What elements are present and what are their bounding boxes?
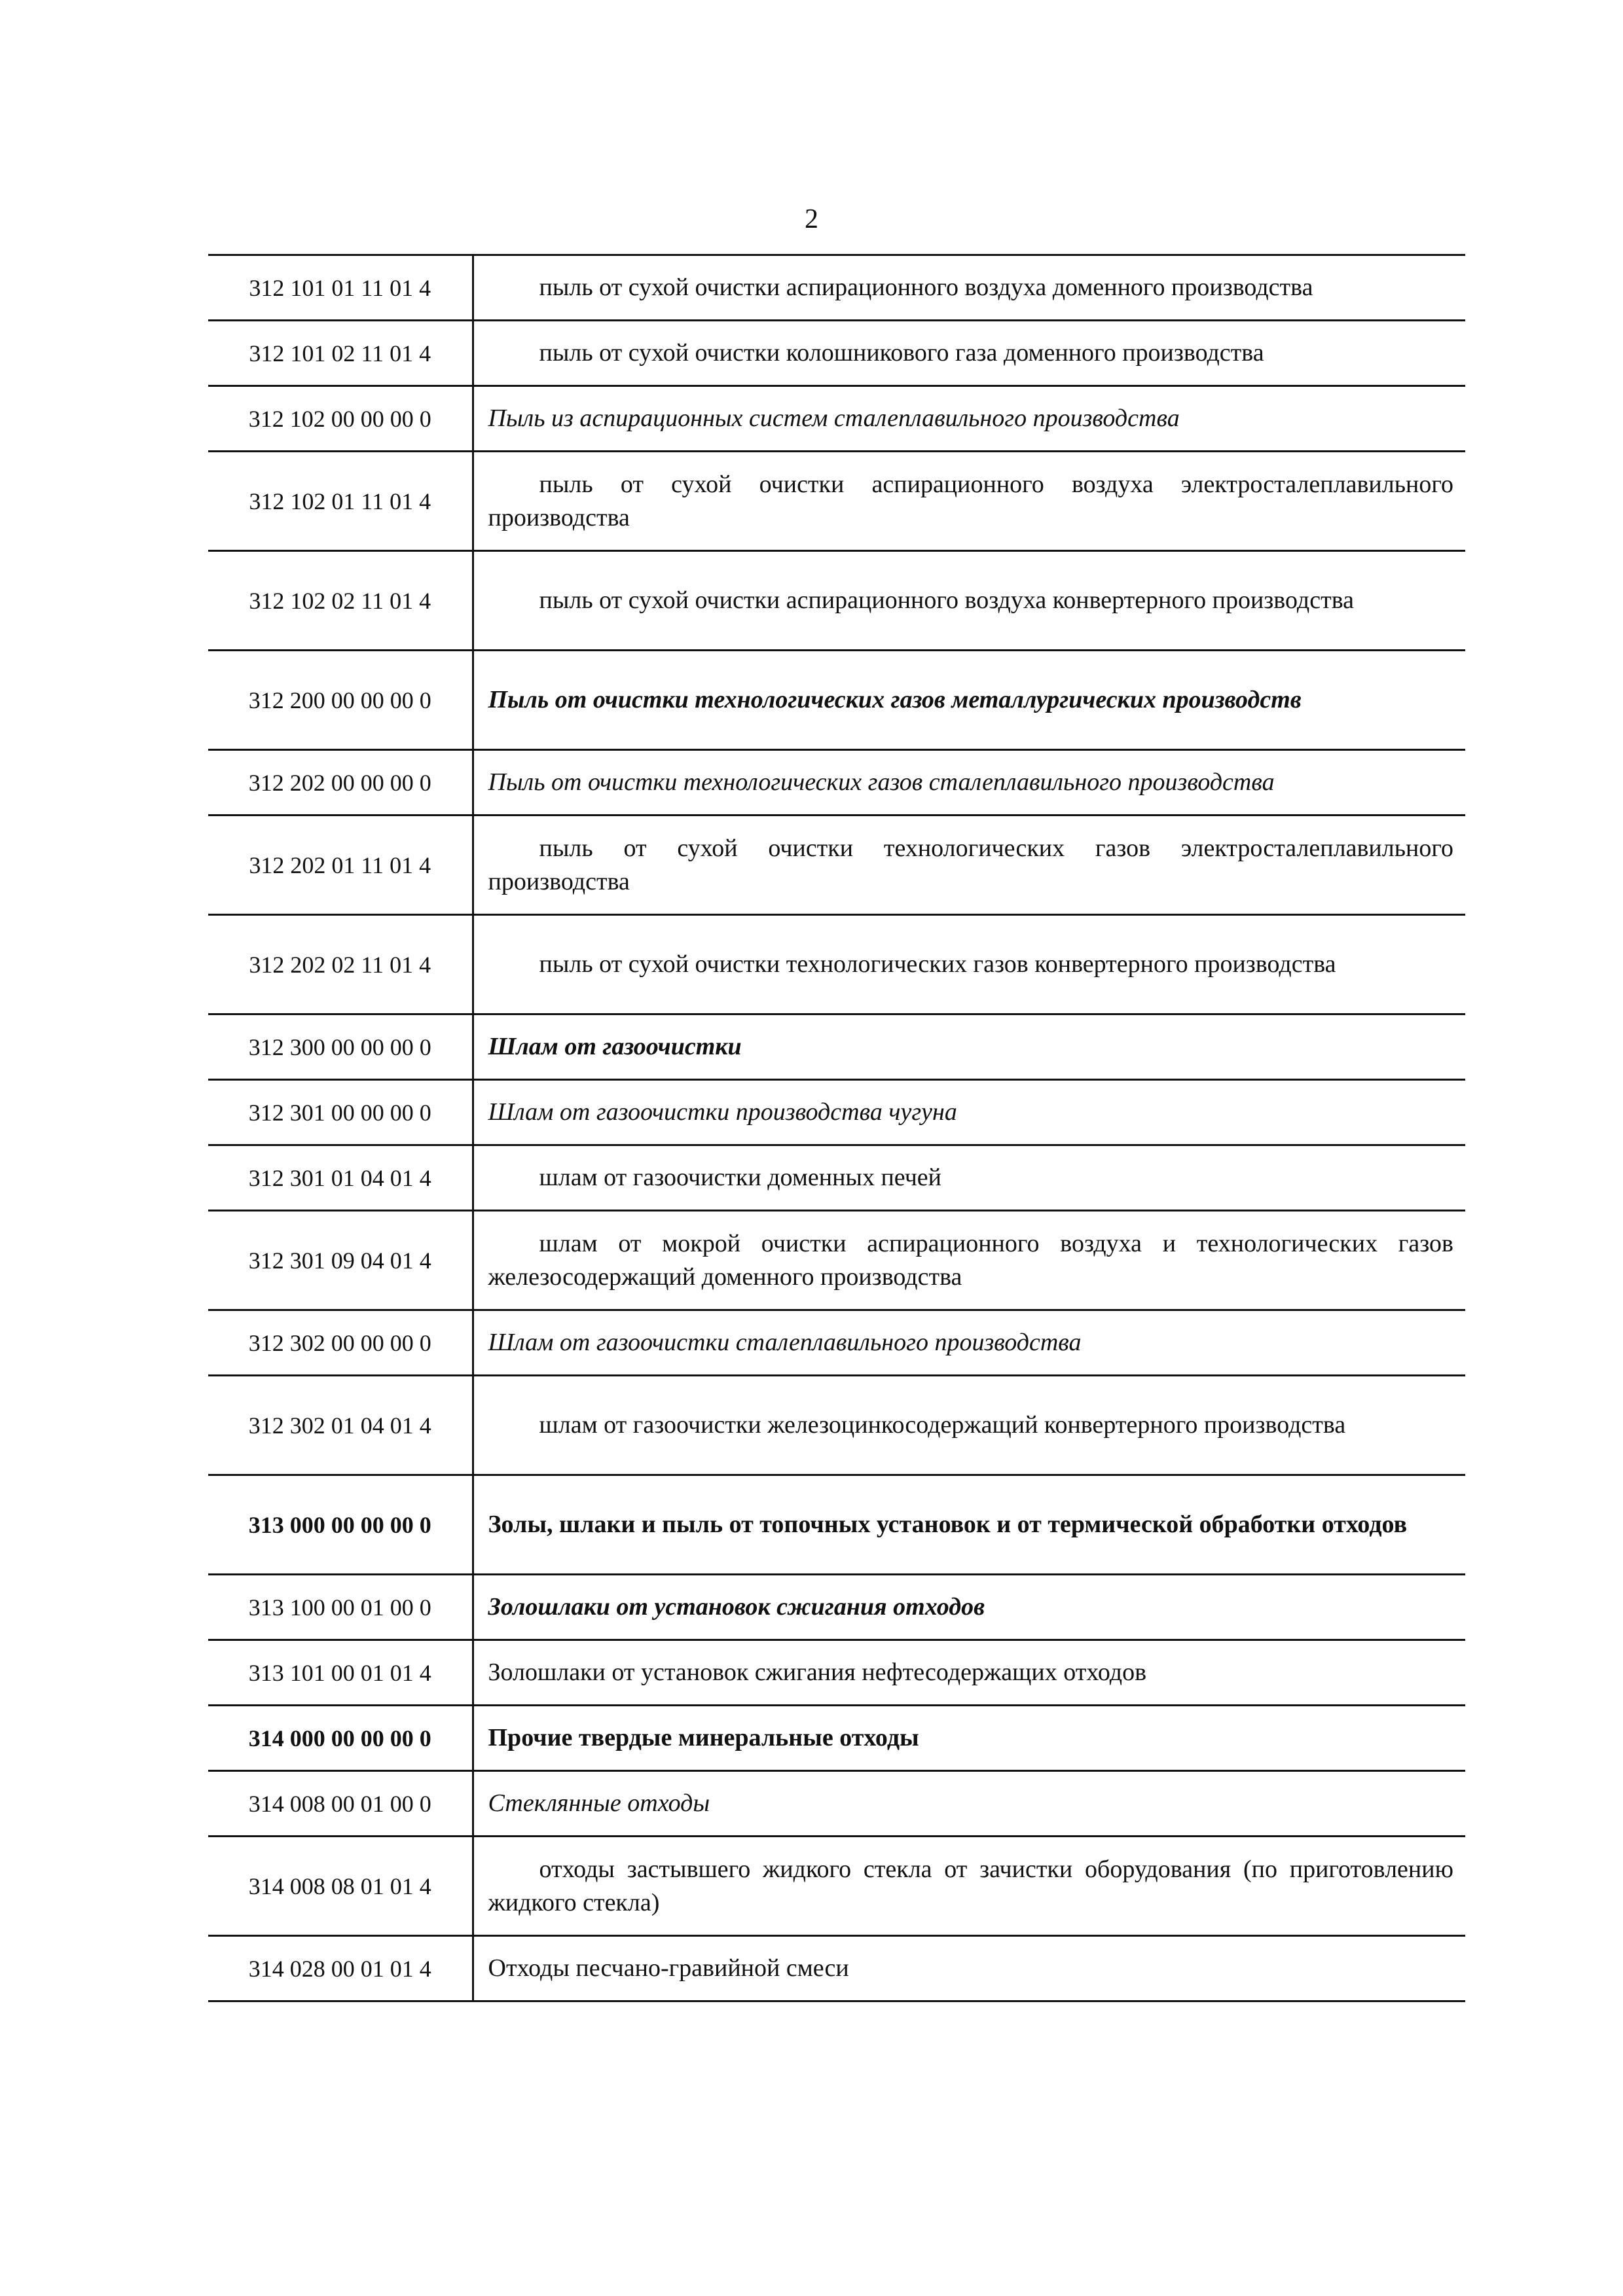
table-row	[208, 1706, 1465, 1771]
table-row	[208, 1145, 1465, 1211]
table-row	[208, 1475, 1465, 1575]
waste-code: 312 102 00 00 00 0	[208, 386, 473, 452]
waste-code: 312 101 02 11 01 4	[208, 321, 473, 386]
table-row	[208, 255, 1465, 321]
waste-code: 312 102 01 11 01 4	[208, 452, 473, 551]
waste-description: пыль от сухой очистки технологических газов конвертерного производства	[539, 950, 1336, 978]
waste-code: 313 100 00 01 00 0	[208, 1575, 473, 1640]
table-row	[208, 1640, 1465, 1706]
waste-code: 312 302 01 04 01 4	[208, 1376, 473, 1475]
waste-description: Шлам от газоочистки сталеплавильного производства	[488, 1329, 1082, 1356]
table-row	[208, 1936, 1465, 2001]
waste-description: пыль от сухой очистки технологических газов электросталеплавильного производства	[488, 834, 1453, 895]
table-row	[208, 386, 1465, 452]
waste-code: 312 301 09 04 01 4	[208, 1211, 473, 1310]
waste-description: Стеклянные отходы	[488, 1789, 710, 1817]
table-row	[208, 1771, 1465, 1837]
table-row	[208, 651, 1465, 750]
waste-code: 312 202 00 00 00 0	[208, 750, 473, 816]
waste-description: Пыль от очистки технологических газов металлургических производств	[488, 686, 1302, 713]
waste-code: 312 202 02 11 01 4	[208, 915, 473, 1014]
waste-description: Пыль от очистки технологических газов сталеплавильного производства	[488, 768, 1275, 796]
waste-code: 312 300 00 00 00 0	[208, 1014, 473, 1080]
waste-description: Отходы песчано-гравийной смеси	[488, 1954, 849, 1982]
table-row	[208, 1837, 1465, 1936]
waste-description: пыль от сухой очистки колошникового газа доменного производства	[539, 339, 1264, 367]
table-row	[208, 750, 1465, 816]
waste-code: 312 301 00 00 00 0	[208, 1080, 473, 1145]
waste-description: отходы застывшего жидкого стекла от зачистки оборудования (по приготовлению жидкого стекла)	[488, 1855, 1453, 1916]
waste-code: 314 008 00 01 00 0	[208, 1771, 473, 1837]
table-row	[208, 1310, 1465, 1376]
waste-description: Прочие твердые минеральные отходы	[488, 1724, 919, 1751]
waste-code: 312 202 01 11 01 4	[208, 816, 473, 915]
waste-description: шлам от мокрой очистки аспирационного воздуха и технологических газов железосодержащий доменного производства	[488, 1229, 1453, 1291]
waste-code: 312 200 00 00 00 0	[208, 651, 473, 750]
waste-description: Золошлаки от установок сжигания нефтесодержащих отходов	[488, 1659, 1147, 1686]
table-row	[208, 1014, 1465, 1080]
waste-code: 312 102 02 11 01 4	[208, 551, 473, 651]
table-row	[208, 816, 1465, 915]
waste-classification-table	[208, 254, 1465, 2002]
waste-code: 313 000 00 00 00 0	[208, 1475, 473, 1575]
waste-code: 312 101 01 11 01 4	[208, 255, 473, 321]
waste-code: 312 302 00 00 00 0	[208, 1310, 473, 1376]
waste-description: Шлам от газоочистки	[488, 1033, 742, 1060]
waste-description: пыль от сухой очистки аспирационного воздуха электросталеплавильного производства	[488, 470, 1453, 531]
table-row	[208, 452, 1465, 551]
table-row	[208, 551, 1465, 651]
waste-code: 312 301 01 04 01 4	[208, 1145, 473, 1211]
page-number: 2	[805, 204, 818, 234]
waste-code: 314 008 08 01 01 4	[208, 1837, 473, 1936]
waste-description: пыль от сухой очистки аспирационного воздуха доменного производства	[539, 274, 1313, 301]
waste-code: 313 101 00 01 01 4	[208, 1640, 473, 1706]
waste-code: 314 028 00 01 01 4	[208, 1936, 473, 2001]
table-row	[208, 321, 1465, 386]
waste-description: шлам от газоочистки железоцинкосодержащий конвертерного производства	[539, 1411, 1346, 1439]
waste-description: Пыль из аспирационных систем сталеплавильного производства	[488, 404, 1180, 432]
waste-code: 314 000 00 00 00 0	[208, 1706, 473, 1771]
waste-description: Золошлаки от установок сжигания отходов	[488, 1593, 985, 1621]
table-row	[208, 1080, 1465, 1145]
table-row	[208, 915, 1465, 1014]
table-row	[208, 1211, 1465, 1310]
waste-description: шлам от газоочистки доменных печей	[539, 1164, 942, 1191]
waste-description: Шлам от газоочистки производства чугуна	[488, 1098, 957, 1126]
table-row	[208, 1575, 1465, 1640]
waste-description: пыль от сухой очистки аспирационного воздуха конвертерного производства	[539, 586, 1354, 614]
table-row	[208, 1376, 1465, 1475]
waste-description: Золы, шлаки и пыль от топочных установок и от термической обработки отходов	[488, 1511, 1408, 1538]
